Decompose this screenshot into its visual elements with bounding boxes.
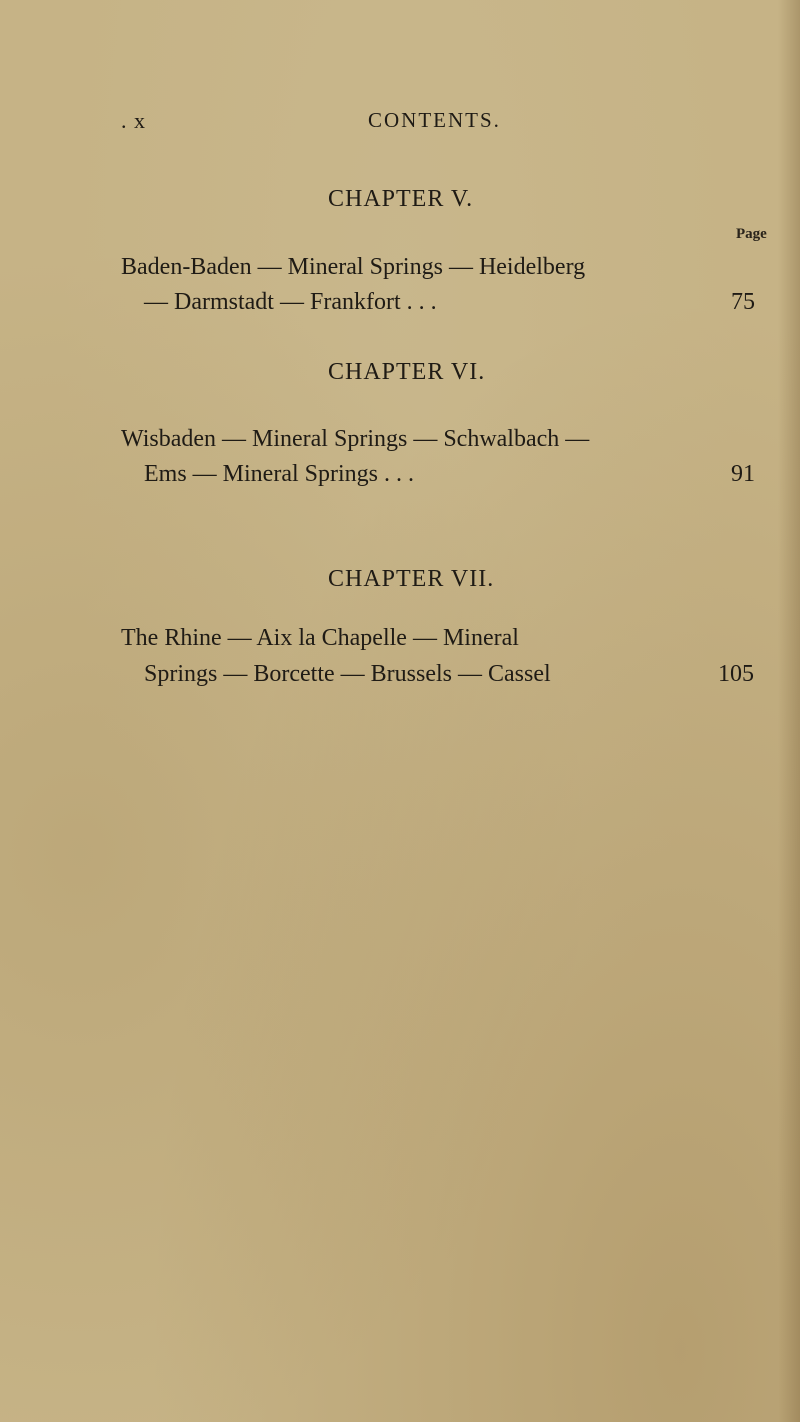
chapter-heading: CHAPTER V. [328, 186, 474, 212]
running-head [0, 108, 800, 138]
chapter-heading: CHAPTER VI. [328, 359, 486, 385]
chapter-entry-line: Springs — Borcette — Brussels — Cassel [144, 661, 551, 687]
folio-number: . x [121, 108, 146, 133]
chapter-entry-line: The Rhine — Aix la Chapelle — Mineral [121, 625, 519, 651]
chapter-entry-line: Wisbaden — Mineral Springs — Schwalbach — [121, 426, 590, 452]
chapter-entry-line: Ems — Mineral Springs . . . [144, 461, 414, 487]
chapter-entry-line: Baden-Baden — Mineral Springs — Heidelberg [121, 254, 586, 280]
running-head-title: CONTENTS. [368, 108, 501, 132]
page-column-label: Page [736, 226, 767, 242]
chapter-heading: CHAPTER VII. [328, 566, 495, 592]
page-number: 105 [718, 661, 754, 687]
chapter-entry-line: — Darmstadt — Frankfort . . . [144, 289, 437, 315]
page-number: 75 [731, 289, 755, 315]
page-number: 91 [731, 461, 755, 487]
page-edge-shadow [778, 0, 800, 1422]
